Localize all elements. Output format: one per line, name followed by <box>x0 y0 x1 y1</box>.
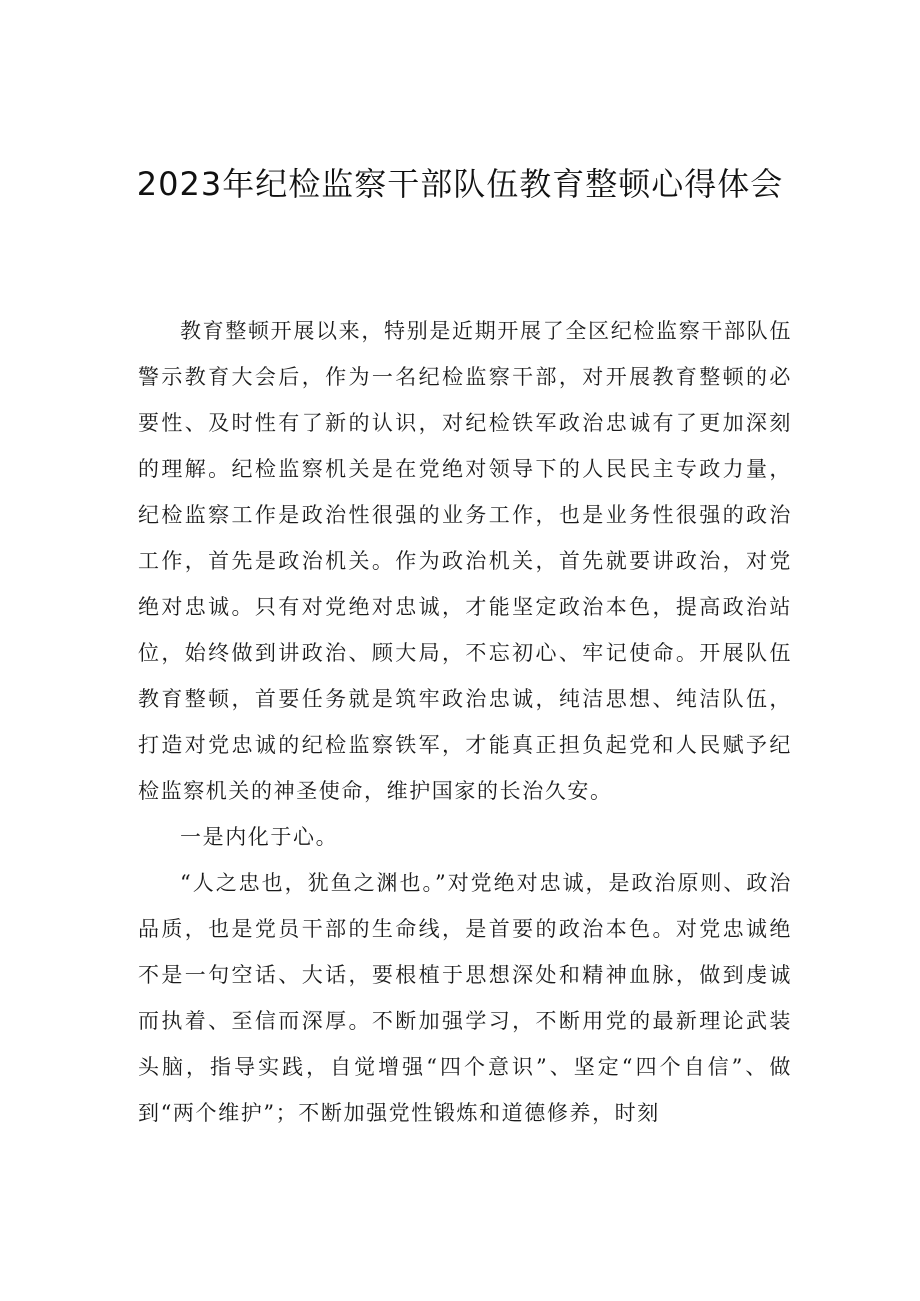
paragraph-heading-1: 一是内化于心。 <box>180 825 339 849</box>
paragraph-intro: 教育整顿开展以来，特别是近期开展了全区纪检监察干部队伍警示教育大会后，作为一名纪检监察干部，对开展教育整顿的必要性、及时性有了新的认识，对纪检铁军政治忠诚有了更加深刻的理解。纪检监察机关是在党绝对领导下的人民民主专政力量，纪检监察工作是政治性很强的业务工作，也是业务性很强的政治工作，首先是政治机关。作为政治机关，首先就要讲政治，对党绝对忠诚。只有对党绝对忠诚，才能坚定政治本色，提高政治站位，始终做到讲政治、顾大局，不忘初心、牢记使命。开展队伍教育整顿，首要任务就是筑牢政治忠诚，纯洁思想、纯洁队伍，打造对党忠诚的纪检监察铁军，才能真正担负起党和人民赋予纪检监察机关的神圣使命，维护国家的长治久安。 <box>138 319 792 803</box>
paragraph-loyalty: “人之忠也，犹鱼之渊也。”对党绝对忠诚，是政治原则、政治品质，也是党员干部的生命线，是首要的政治本色。对党忠诚绝不是一句空话、大话，要根植于思想深处和精神血脉，做到虔诚而执着、至信而深厚。不断加强学习，不断用党的最新理论武装头脑，指导实践，自觉增强“四个意识”、坚定“四个自信”、做到“两个维护”；不断加强党性锻炼和道德修养，时刻 <box>138 871 792 1125</box>
document-body <box>138 308 792 1136</box>
document-title: 2023年纪检监察干部队伍教育整顿心得体会 <box>136 165 784 203</box>
